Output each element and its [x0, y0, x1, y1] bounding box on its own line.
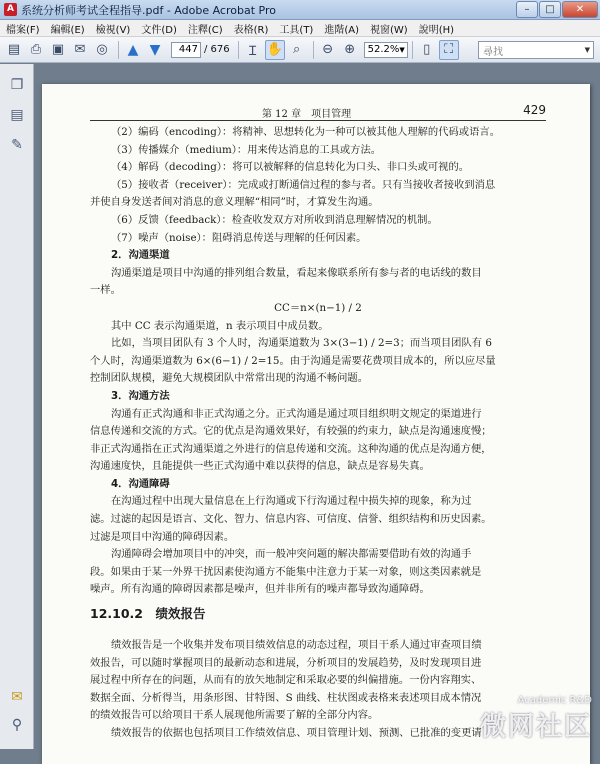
zoom-select[interactable] [364, 42, 408, 58]
section-heading: 4．沟通障碍 [111, 477, 170, 490]
text-line: 一样。 [90, 284, 121, 297]
toolbar-divider [313, 41, 314, 59]
menu-advanced[interactable]: 進階(A) [324, 24, 359, 36]
search-field[interactable] [478, 41, 594, 59]
create-pdf-icon[interactable]: ▤ [7, 42, 21, 57]
menu-window[interactable]: 視窗(W) [370, 24, 408, 36]
text-line: 沟通渠道是项目中沟通的排列组合数量，看起来像联系所有参与者的电话线的数目 [111, 266, 482, 279]
menu-forms[interactable]: 表格(R) [233, 24, 269, 36]
attachments-panel-icon[interactable]: ⚲ [11, 717, 23, 733]
subsection-heading: 12.10.2 绩效报告 [90, 606, 206, 622]
text-line: 过滤是项目中沟通的障碍因素。 [90, 530, 235, 543]
text-line: （4）解码（decoding）：将可以被解释的信息转化为口头、非口头或可视的。 [111, 161, 470, 174]
formula: CC＝n×(n−1) / 2 [274, 301, 362, 314]
comments-panel-icon[interactable]: ✉ [11, 689, 23, 705]
toolbar-divider [118, 41, 119, 59]
watermark [480, 695, 592, 743]
text-line: 展过程中所存在的问题，从而有的放矢地制定和采取必要的纠偏措施。一份内容翔实、 [90, 674, 482, 687]
navigation-pane [0, 64, 34, 749]
menu-file[interactable]: 檔案(F) [6, 24, 40, 36]
text-line: 沟通有正式沟通和非正式沟通之分。正式沟通是通过项目组织明文规定的渠道进行 [111, 407, 482, 420]
fit-page-icon[interactable]: ⛶ [439, 40, 459, 60]
select-text-icon[interactable]: Ɪ [249, 43, 257, 59]
save-icon[interactable]: ▣ [51, 42, 65, 57]
text-line: （5）接收者（receiver）：完成或打断通信过程的参与者。只有当接收者接收到消息 [111, 178, 496, 191]
search-placeholder: 尋找 [483, 46, 503, 58]
text-line [90, 629, 546, 637]
menu-document[interactable]: 文件(D) [141, 24, 177, 36]
text-line: 绩效报告是一个收集并发布项目绩效信息的动态过程，项目干系人通过审查项目绩 [111, 639, 482, 652]
pages-panel-icon[interactable]: ❐ [10, 77, 24, 93]
text-line: （2）编码（encoding）：将精神、思想转化为一种可以被其他人理解的代码或语言。 [111, 126, 500, 138]
text-line: 滤。过滤的起因是语言、文化、智力、信息内容、可信度、信誉、组织结构和历史因素。 [90, 513, 492, 526]
menu-bar [0, 20, 600, 37]
maximize-button[interactable]: □ [539, 1, 561, 18]
hand-tool-icon[interactable]: ✋ [265, 40, 285, 60]
acrobat-icon: A [4, 3, 17, 16]
zoom-in-icon[interactable]: ⊕ [344, 42, 356, 57]
watermark-subtitle: Academic R&D [517, 695, 592, 706]
watermark-logo: 微网社区 [479, 712, 592, 742]
menu-help[interactable]: 說明(H) [418, 24, 455, 36]
pdf-page [42, 84, 590, 764]
bookmarks-panel-icon[interactable]: ▤ [10, 107, 24, 123]
chapter-header: 第 12 章 项目管理 [262, 109, 352, 120]
window-title: 系统分析师考试全程指导.pdf - Adobe Acrobat Pro [21, 3, 276, 17]
toolbar-divider [238, 41, 239, 59]
menu-comments[interactable]: 注釋(C) [187, 24, 223, 36]
section-heading: 3．沟通方法 [111, 389, 170, 402]
zoom-out-icon[interactable]: ⊖ [322, 42, 334, 57]
menu-edit[interactable]: 編輯(E) [50, 24, 85, 36]
text-line: （6）反馈（feedback）：检查收发双方对所收到消息理解情况的机制。 [111, 213, 438, 226]
page-total: / 676 [204, 44, 230, 55]
text-line: 噪声。所有沟通的障碍因素都是噪声，但并非所有的噪声都导致沟通障碍。 [90, 583, 430, 596]
text-line: 段。如果由于某一外界干扰因素使沟通方不能集中注意力于某一对象，则这类因素就是 [90, 565, 482, 578]
toolbar [0, 37, 600, 63]
marquee-zoom-icon[interactable]: ⌕ [293, 42, 301, 57]
email-icon[interactable]: ✉ [74, 42, 86, 57]
close-button[interactable]: ✕ [562, 1, 598, 18]
section-heading: 2．沟通渠道 [111, 249, 170, 262]
collaborate-icon[interactable]: ◎ [96, 42, 108, 57]
text-line: 沟通障碍会增加项目中的冲突，而一般冲突问题的解决都需要借助有效的沟通手 [111, 548, 472, 561]
text-line: 控制团队规模，避免大规模团队中常常出现的沟通不畅问题。 [90, 372, 369, 385]
page-body-text [90, 124, 546, 743]
minimize-button[interactable]: – [516, 1, 538, 18]
page-header [90, 103, 546, 121]
single-page-icon[interactable]: ▯ [423, 42, 431, 57]
toolbar-divider [412, 41, 413, 59]
text-line: （3）传播媒介（medium）：用来传达消息的工具或方法。 [111, 143, 382, 156]
text-line: 非正式沟通指在正式沟通渠道之外进行的信息传递和交流。这种沟通的优点是沟通方便， [90, 442, 492, 455]
previous-page-icon[interactable]: ▲ [127, 41, 139, 58]
chevron-down-icon: ▼ [399, 45, 405, 54]
text-line: 效报告，可以随时掌握项目的最新动态和进展，分析项目的发展趋势，及时发现项目进 [90, 656, 482, 669]
text-line: （7）噪声（noise）：阻碍消息传送与理解的任何因素。 [111, 231, 367, 244]
text-line: 并使自身发送者间对消息的意义理解“相同”时，才算发生沟通。 [90, 196, 379, 209]
text-line: 个人时，沟通渠道数为 6×(6−1) / 2=15。由于沟通是需要花费项目成本的，所以应尽量 [90, 354, 496, 367]
zoom-value: 52.2% [367, 44, 400, 55]
signatures-panel-icon[interactable]: ✎ [11, 137, 23, 153]
page-number: 429 [523, 103, 546, 117]
text-line: 沟通速度快，且能提供一些正式沟通中难以获得的信息，缺点是容易失真。 [90, 460, 430, 473]
chevron-down-icon: ▼ [584, 46, 590, 54]
text-line: 的绩效报告可以给项目干系人展现他所需要了解的全部分内容。 [90, 709, 379, 722]
text-line: 比如，当项目团队有 3 个人时，沟通渠道数为 3×(3−1) / 2=3；而当项目团队有 6 [111, 337, 492, 350]
text-line: 在沟通过程中出现大量信息在上行沟通或下行沟通过程中损失掉的现象，称为过 [111, 495, 472, 508]
menu-view[interactable]: 檢視(V) [95, 24, 131, 36]
text-line: 其中 CC 表示沟通渠道，n 表示项目中成员数。 [111, 319, 329, 332]
menu-tools[interactable]: 工具(T) [279, 24, 314, 36]
window-controls [515, 1, 598, 18]
text-line: 绩效报告的依据也包括项目工作绩效信息、项目管理计划、预测、已批准的变更请 [111, 727, 482, 739]
page-number-input[interactable] [171, 42, 201, 58]
page-navigator [171, 42, 230, 58]
title-bar [0, 0, 600, 20]
document-viewport[interactable] [34, 64, 600, 749]
text-line: 信息传递和交流的方式。它的优点是沟通效果好，有较强的约束力，缺点是沟通速度慢； [90, 425, 492, 438]
print-icon[interactable]: ⎙ [30, 42, 42, 57]
text-line: 数据全面、分析得当，用条形图、甘特图、S 曲线、柱状图或表格来表述项目成本情况 [90, 691, 482, 704]
next-page-icon[interactable]: ▼ [149, 41, 161, 58]
